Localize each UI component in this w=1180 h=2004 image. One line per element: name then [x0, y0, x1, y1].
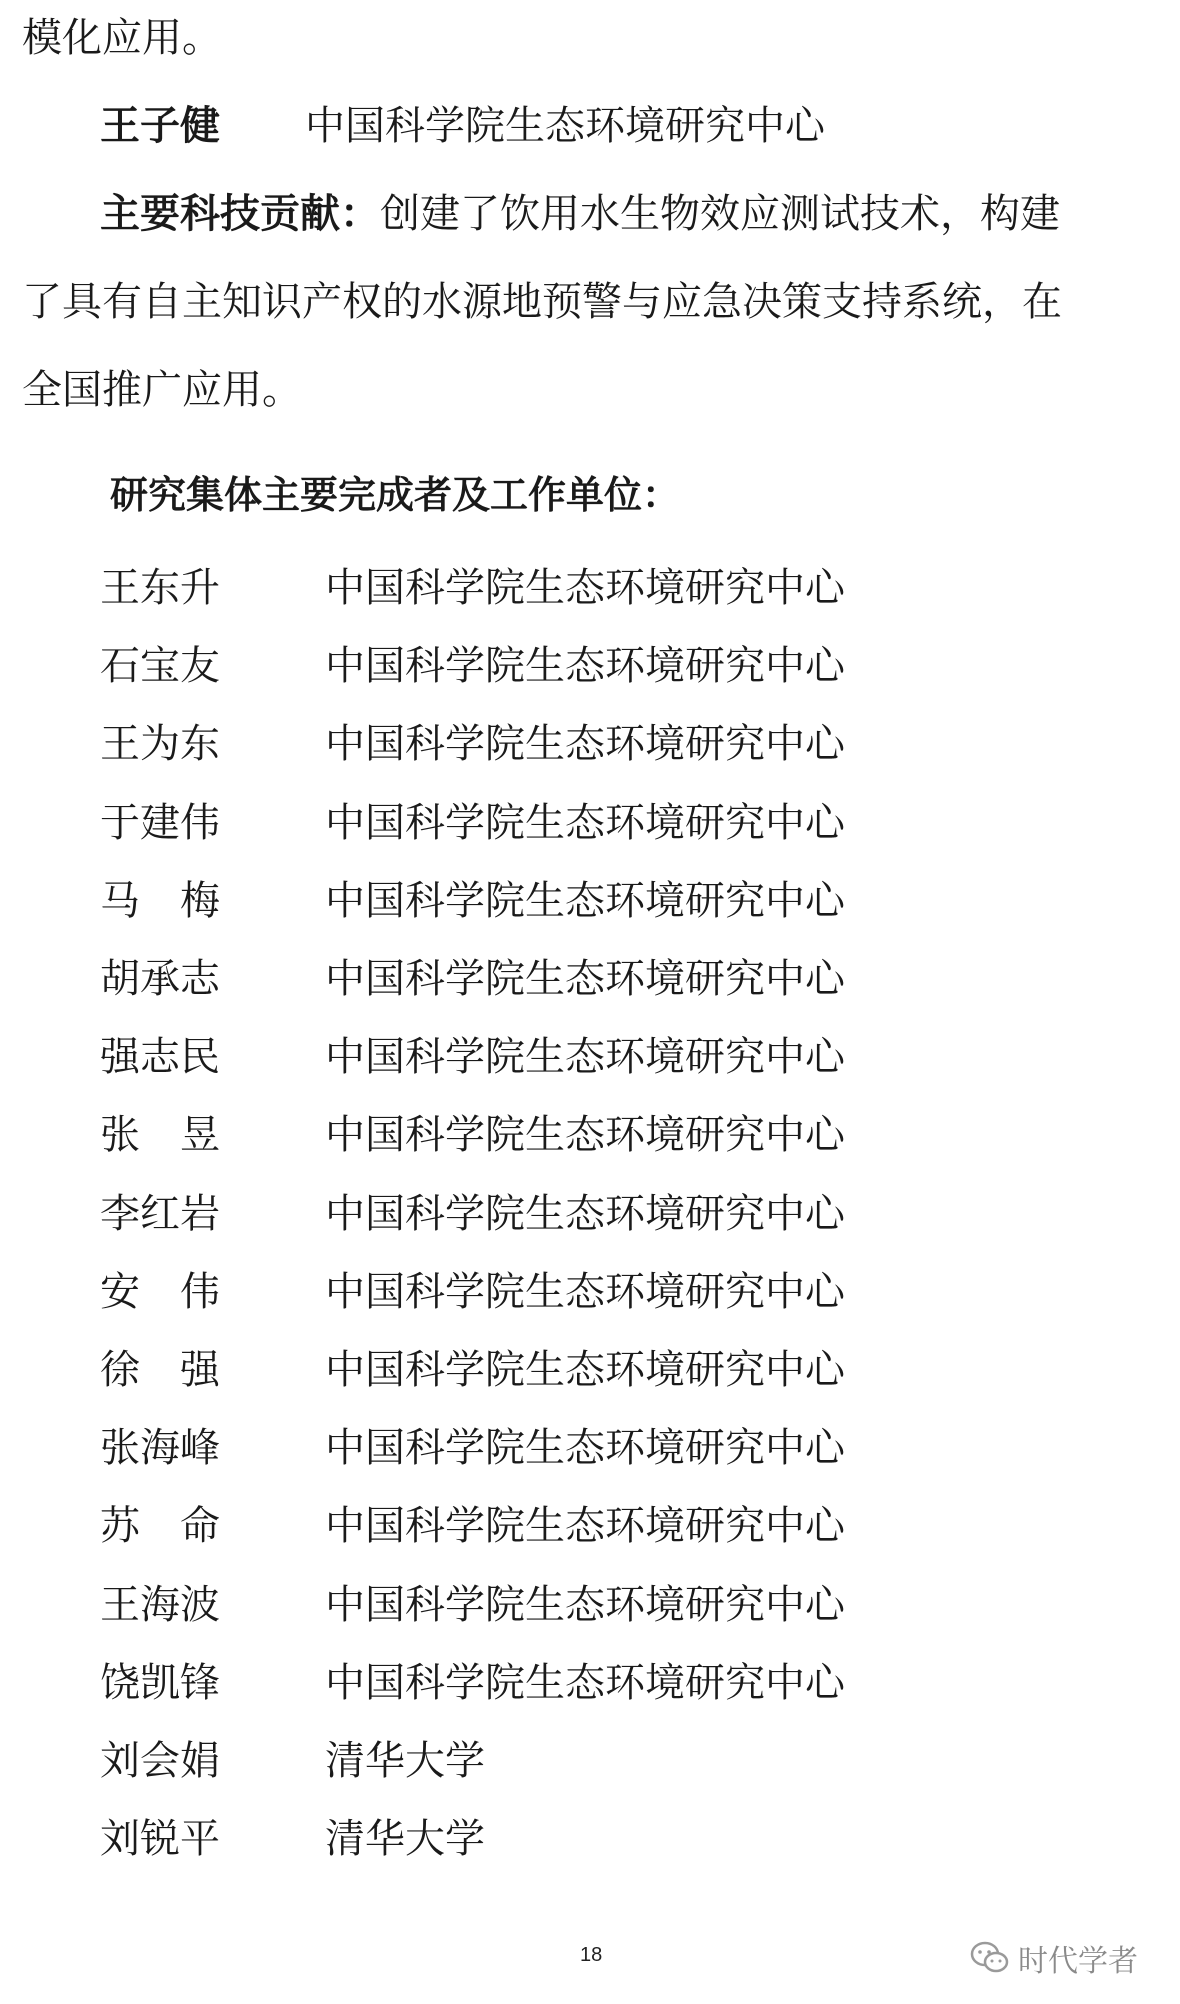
member-affiliation: 中国科学院生态环境研究中心	[325, 1582, 845, 1628]
contribution-text-1: 创建了饮用水生物效应测试技术，构建	[380, 191, 1060, 237]
member-name: 胡承志	[100, 956, 220, 1002]
member-affiliation: 中国科学院生态环境研究中心	[325, 800, 845, 846]
person-affiliation: 中国科学院生态环境研究中心	[305, 103, 825, 149]
member-affiliation: 中国科学院生态环境研究中心	[325, 1034, 845, 1080]
member-name: 饶凯锋	[100, 1660, 220, 1706]
member-affiliation: 中国科学院生态环境研究中心	[325, 1191, 845, 1237]
wechat-icon	[970, 1941, 1010, 1975]
continued-text-line: 模化应用。	[22, 15, 222, 61]
member-affiliation: 中国科学院生态环境研究中心	[325, 721, 845, 767]
contribution-line-2: 了具有自主知识产权的水源地预警与应急决策支持系统，在	[22, 279, 1062, 325]
contribution-label: 主要科技贡献：	[100, 191, 380, 237]
member-affiliation: 中国科学院生态环境研究中心	[325, 1112, 845, 1158]
member-affiliation: 中国科学院生态环境研究中心	[325, 643, 845, 689]
watermark	[970, 1936, 1138, 1980]
member-affiliation: 中国科学院生态环境研究中心	[325, 1503, 845, 1549]
member-affiliation: 中国科学院生态环境研究中心	[325, 1347, 845, 1393]
person-name: 王子健	[100, 103, 220, 149]
member-name: 刘锐平	[100, 1816, 220, 1862]
watermark-text: 时代学者	[1018, 1944, 1138, 1979]
member-affiliation: 中国科学院生态环境研究中心	[325, 956, 845, 1002]
member-affiliation: 中国科学院生态环境研究中心	[325, 1269, 845, 1315]
member-name: 徐 强	[100, 1347, 220, 1393]
member-affiliation: 清华大学	[325, 1738, 485, 1784]
member-name: 刘会娟	[100, 1738, 220, 1784]
member-name: 强志民	[100, 1034, 220, 1080]
member-name: 苏 命	[100, 1503, 220, 1549]
member-affiliation: 中国科学院生态环境研究中心	[325, 1425, 845, 1471]
member-name: 马 梅	[100, 878, 220, 924]
member-name: 于建伟	[100, 800, 220, 846]
contribution-line-1	[100, 191, 1060, 237]
member-name: 安 伟	[100, 1269, 220, 1315]
team-heading: 研究集体主要完成者及工作单位：	[110, 473, 681, 517]
member-name: 王东升	[100, 565, 220, 611]
person-entry	[100, 103, 220, 149]
member-name: 张海峰	[100, 1425, 220, 1471]
member-name: 王为东	[100, 721, 220, 767]
member-name: 石宝友	[100, 643, 220, 689]
member-affiliation: 中国科学院生态环境研究中心	[325, 878, 845, 924]
member-name: 王海波	[100, 1582, 220, 1628]
page-number: 18	[580, 1944, 603, 1966]
member-affiliation: 清华大学	[325, 1816, 485, 1862]
member-affiliation: 中国科学院生态环境研究中心	[325, 565, 845, 611]
member-name: 李红岩	[100, 1191, 220, 1237]
member-name: 张 昱	[100, 1112, 220, 1158]
contribution-line-3: 全国推广应用。	[22, 367, 302, 413]
member-affiliation: 中国科学院生态环境研究中心	[325, 1660, 845, 1706]
